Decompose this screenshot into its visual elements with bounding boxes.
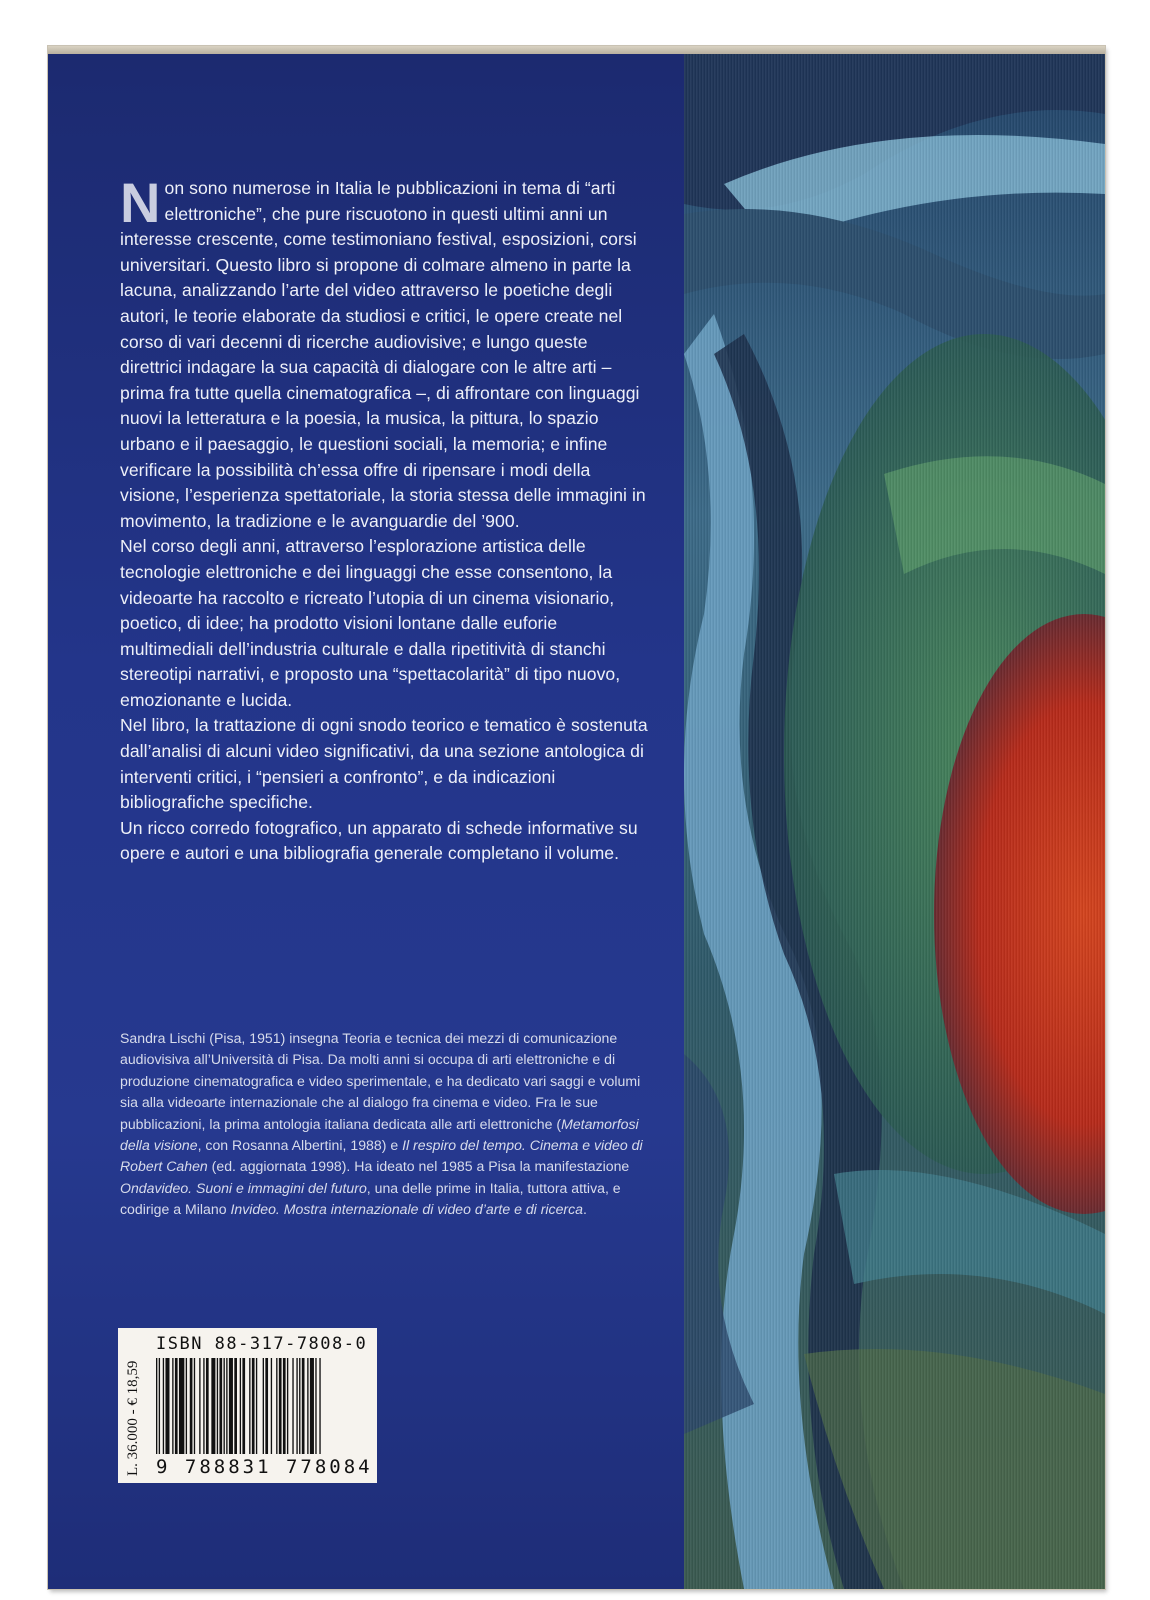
barcode-bar	[292, 1358, 293, 1454]
barcode-bar	[206, 1358, 209, 1454]
barcode-bar	[315, 1358, 316, 1454]
barcode-bar	[175, 1358, 178, 1454]
barcode-bar	[256, 1358, 257, 1454]
barcode-bar	[249, 1358, 250, 1454]
blurb-paragraph-1: on sono numerose in Italia le pubblicazioni in tema di “arti elettroniche”, che pure riscuotono in questi ultimi anni un interesse crescente, come testimoniano festival, esposizioni, corsi universitari. Questo libro si propone di colmare almeno in parte la lacuna, analizzando l’arte del video attraverso le poetiche degli autori, le teorie elaborate da studiosi e critici, le opere create nel corso di vari decenni di ricerche audiovisive; e lungo queste direttrici indagare la sua capacità di dialogare con le altre arti – prima fra tutte quella cinematografica –, di affrontare con linguaggi nuovi la letteratura e la poesia, la musica, la pittura, lo spazio urbano e il paesaggio, le questioni sociali, la memoria; e infine verificare la possibilità ch’essa offre di ripensare i modi della visione, l’esperienza spettatoriale, la storia stessa delle immagini in movimento, la tradizione e le avanguardie del ’900.	[120, 178, 646, 531]
barcode-bar	[186, 1358, 187, 1454]
bio-text: .	[583, 1201, 587, 1218]
barcode-bar	[199, 1358, 200, 1454]
drop-cap: N	[120, 171, 161, 234]
barcode-bar	[172, 1358, 173, 1454]
barcode-bar	[219, 1358, 222, 1454]
barcode-bar	[226, 1358, 227, 1454]
blurb-paragraph-3: Nel libro, la trattazione di ogni snodo teorico e tematico è sostenuta dall’analisi di alcuni video significativi, da una sezione antologica di interventi critici, i “pensieri a confronto”, e da indicazioni bibliografiche specifiche.	[120, 715, 648, 813]
barcode-bars	[156, 1358, 368, 1456]
abstract-video-image-icon	[684, 54, 1105, 1589]
blurb-paragraph-4: Un ricco corredo fotografico, un apparato di schede informative su opere e autori e una bibliografia generale completano il volume.	[120, 817, 638, 864]
bio-text: Sandra Lischi (Pisa, 1951) insegna Teoria e tecnica dei mezzi di comunicazione audiovisiva all’Università di Pisa. Da molti anni si occupa di arti elettroniche e di produzione cinematografica e video sperimentale, e ha dedicato vari saggi e volumi sia alla videoarte internazionale che al dialogo fra cinema e video. Fra le sue pubblicazioni, la prima antologia italiana dedicata alle arti elettroniche (	[120, 1030, 641, 1132]
barcode-bar	[234, 1358, 237, 1454]
bio-title: Metamorfosi della visione	[120, 1115, 639, 1154]
barcode-bar	[203, 1358, 204, 1454]
barcode-bar	[190, 1358, 193, 1454]
barcode-bar	[319, 1358, 320, 1454]
barcode-bar	[265, 1358, 268, 1454]
bio-text: (ed. aggiornata 1998). Ha ideato nel 1985 a Pisa la manifestazione	[207, 1158, 630, 1175]
barcode-bar	[283, 1358, 286, 1454]
barcode-bar	[165, 1358, 169, 1454]
blurb	[120, 171, 650, 867]
blue-text-panel	[48, 54, 684, 1589]
bio-title: Ondavideo. Suoni e immagini del futuro	[120, 1179, 367, 1196]
barcode-bar	[224, 1358, 225, 1454]
ean-number: 9 788831 778084	[156, 1456, 373, 1478]
barcode-bar	[217, 1358, 218, 1454]
bio-title: Invideo. Mostra internazionale di video d’arte e di ricerca	[230, 1201, 583, 1218]
barcode-bar	[240, 1358, 241, 1454]
barcode-bar	[302, 1358, 305, 1454]
barcode-bar	[279, 1358, 282, 1454]
barcode-bar	[229, 1358, 233, 1454]
price-label: L. 36.000 - € 18,59	[125, 1360, 141, 1476]
barcode-bar	[263, 1358, 264, 1454]
barcode-bar	[179, 1358, 184, 1454]
barcode-bar	[287, 1358, 288, 1454]
barcode-bar	[307, 1358, 308, 1454]
barcode-bar	[163, 1358, 164, 1454]
barcode-bar	[194, 1358, 195, 1454]
barcode-bar	[242, 1358, 245, 1454]
barcode-bar	[296, 1358, 297, 1454]
blurb-paragraph-2: Nel corso degli anni, attraverso l’esplorazione artistica delle tecnologie elettroniche e dei linguaggi che esse consentono, la videoarte ha raccolto e ricreato l’utopia di un cinema visionario, poetico, di idee; ha prodotto visioni lontane dalle euforie multimediali dell’industria culturale e dalla ripetitività di stanchi stereotipi narrativi, e proposto una “spettacolarità” di tipo nuovo, emozionante e lucida.	[120, 536, 621, 710]
barcode-bar	[252, 1358, 255, 1454]
page-edge	[48, 46, 1105, 54]
isbn-label: ISBN 88-317-7808-0	[156, 1334, 368, 1354]
barcode-bar	[310, 1358, 314, 1454]
cover-video-image	[684, 54, 1105, 1589]
barcode-bar	[299, 1358, 300, 1454]
barcode-bar	[159, 1358, 160, 1454]
bio-title: Il respiro del tempo. Cinema e video di Robert Cahen	[120, 1137, 643, 1175]
bio-text: , una delle prime in Italia, tuttora attiva, e codirige a Milano	[120, 1179, 621, 1218]
barcode-bar	[156, 1358, 157, 1454]
barcode-bar	[276, 1358, 277, 1454]
book-back-cover	[48, 46, 1105, 1589]
barcode-label	[118, 1328, 377, 1483]
bio-text: , con Rosanna Albertini, 1988) e	[197, 1137, 403, 1154]
barcode-bar	[211, 1358, 215, 1454]
barcode-bar	[271, 1358, 272, 1454]
author-bio	[120, 1028, 660, 1221]
